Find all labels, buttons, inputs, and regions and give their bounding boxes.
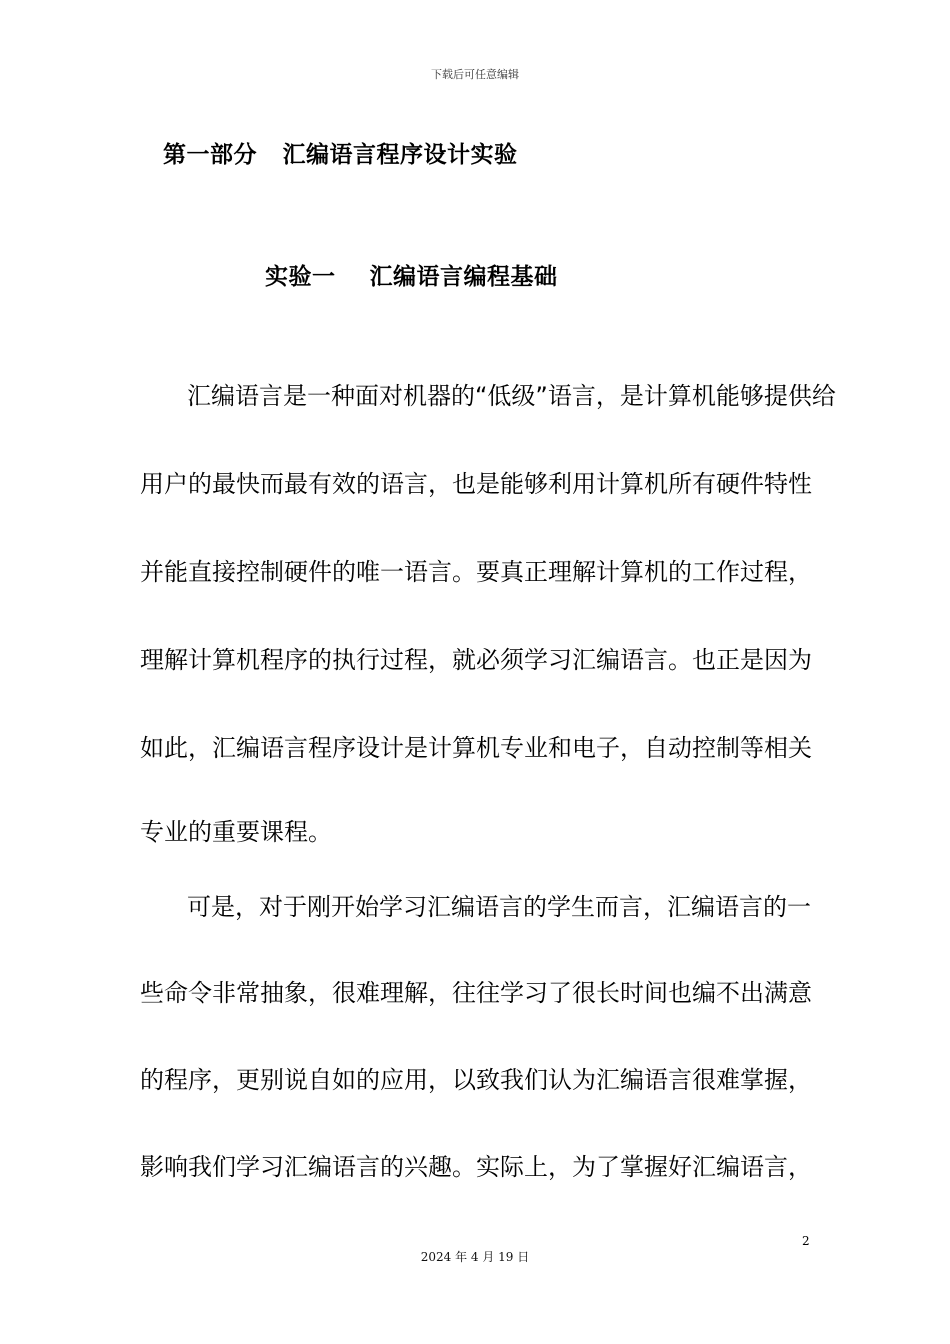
paragraph-2-line-1: 可是，对于刚开始学习汇编语言的学生而言，汇编语言的一	[187, 893, 811, 921]
footer-date: 2024 年 4 月 19 日	[420, 1250, 530, 1264]
paragraph-1-line-1: 汇编语言是一种面对机器的“低级”语言，是计算机能够提供给	[187, 382, 836, 410]
chapter-title: 实验一 汇编语言编程基础	[265, 264, 558, 290]
page-number: 2	[802, 1234, 810, 1248]
paragraph-1-line-3: 并能直接控制硬件的唯一语言。要真正理解计算机的工作过程，	[140, 558, 812, 586]
page-header-note: 下载后可任意编辑	[431, 68, 519, 81]
paragraph-2-line-3: 的程序，更别说自如的应用，以致我们认为汇编语言很难掌握，	[140, 1066, 812, 1094]
paragraph-1-line-2: 用户的最快而最有效的语言，也是能够利用计算机所有硬件特性	[140, 470, 812, 498]
paragraph-1-line-4: 理解计算机程序的执行过程，就必须学习汇编语言。也正是因为	[140, 646, 812, 674]
paragraph-1-line-5: 如此，汇编语言程序设计是计算机专业和电子，自动控制等相关	[140, 734, 812, 762]
part-title: 第一部分 汇编语言程序设计实验	[163, 142, 518, 168]
paragraph-1-line-6: 专业的重要课程。	[140, 818, 332, 846]
paragraph-2-line-4: 影响我们学习汇编语言的兴趣。实际上，为了掌握好汇编语言，	[140, 1153, 812, 1181]
paragraph-2-line-2: 些命令非常抽象，很难理解，往往学习了很长时间也编不出满意	[140, 979, 812, 1007]
